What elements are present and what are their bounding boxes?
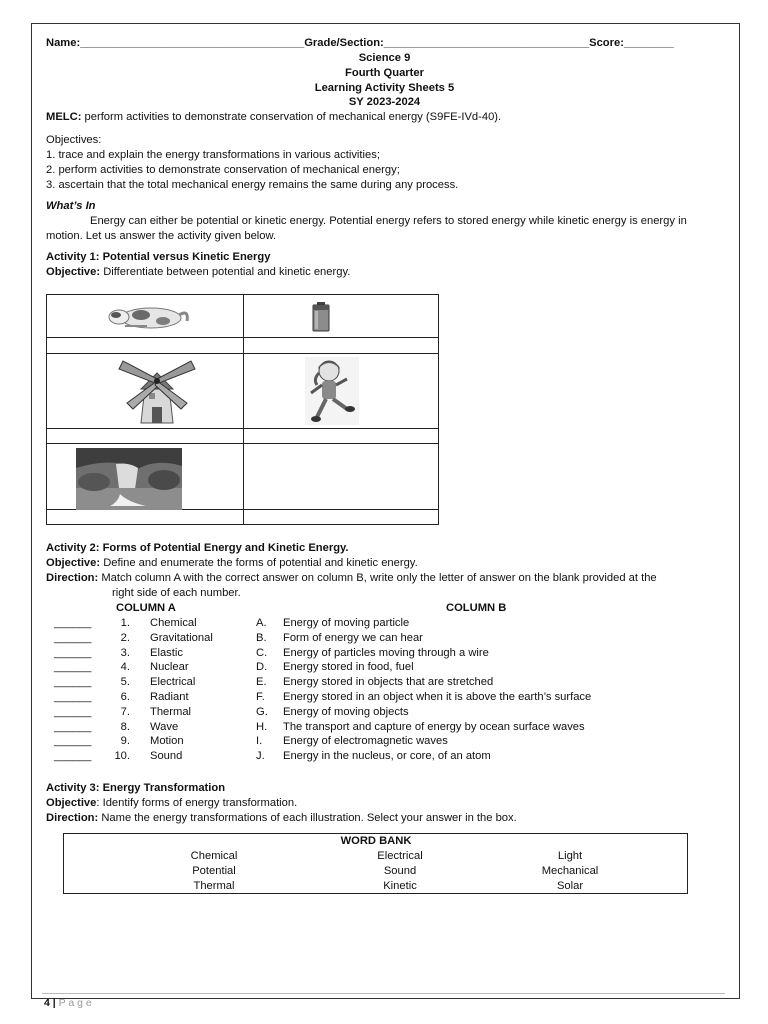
choice-letter: J.: [256, 750, 265, 763]
table-divider: [243, 295, 244, 524]
column-b-description: Energy stored in food, fuel: [283, 661, 414, 674]
direction-text: Match column A with the correct answer on column B, write only the letter of answer on the blank provided at the: [98, 572, 657, 584]
choice-letter: A.: [256, 617, 267, 629]
column-b-description: Energy stored in an object when it is above the earth’s surface: [283, 691, 592, 703]
header-line: [46, 36, 674, 50]
page-word: P a g e: [58, 997, 92, 1009]
whats-in-line2: motion. Let us answer the activity given below.: [46, 230, 277, 242]
item-number: 2.: [120, 631, 130, 644]
waterfall-image: [76, 448, 182, 510]
objective-label: Objective:: [46, 557, 101, 569]
table-divider: [47, 443, 438, 444]
activity3-title: Activity 3: Energy Transformation: [46, 782, 226, 794]
activity1-title: Activity 1: Potential versus Kinetic Energy: [46, 251, 271, 263]
objective-text: Differentiate between potential and kinetic energy.: [100, 266, 351, 278]
word-bank-title: WORD BANK: [340, 835, 412, 847]
column-b-description: Energy stored in objects that are stretched: [283, 676, 494, 689]
quarter-title: Fourth Quarter: [345, 67, 424, 79]
item-number: 7.: [120, 705, 130, 718]
objective-text: : Identify forms of energy transformation.: [96, 797, 298, 809]
column-b-description: The transport and capture of energy by ocean surface waves: [283, 720, 585, 733]
word-bank-word: Kinetic: [383, 880, 417, 892]
activity1-table: [46, 294, 439, 525]
objective-item: 3. ascertain that the total mechanical energy remains the same during any process.: [46, 179, 459, 191]
item-number: 6.: [120, 691, 130, 703]
word-bank: [63, 833, 688, 894]
whats-in-line1: Energy can either be potential or kinetic energy. Potential energy refers to stored energy while kinetic energy is energy in: [90, 215, 687, 227]
footer-rule: [42, 993, 725, 994]
item-number: 5.: [120, 676, 130, 689]
objective-label: Objective: [46, 797, 97, 809]
word-bank-word: Potential: [192, 865, 236, 877]
page-footer: [44, 996, 92, 1010]
item-number: 9.: [120, 735, 130, 748]
name-blank[interactable]: ____________________________________: [80, 37, 305, 49]
column-b-description: Form of energy we can hear: [283, 631, 423, 644]
answer-blank[interactable]: ______: [54, 617, 92, 629]
answer-blank[interactable]: ______: [54, 720, 92, 733]
subject-title: Science 9: [358, 52, 411, 64]
battery-image: [311, 301, 331, 333]
page-number: 4: [44, 997, 50, 1009]
objective-text: Define and enumerate the forms of potential and kinetic energy.: [100, 557, 418, 569]
objectives-heading: Objectives:: [46, 134, 102, 146]
table-divider: [47, 353, 438, 354]
item-number: 8.: [120, 720, 130, 733]
choice-letter: G.: [256, 705, 268, 718]
column-b-description: Energy of moving particle: [283, 617, 410, 629]
item-number: 3.: [120, 646, 130, 659]
school-year: SY 2023-2024: [348, 96, 421, 108]
column-a-term: Thermal: [150, 705, 192, 718]
answer-blank[interactable]: ______: [54, 705, 92, 718]
objective-label: Objective:: [46, 266, 101, 278]
item-number: 1.: [120, 617, 130, 629]
windmill-image: [117, 357, 197, 425]
score-label: Score:: [589, 37, 624, 49]
activity3-direction: [46, 811, 517, 825]
word-bank-word: Solar: [556, 880, 584, 892]
activity2-title: Activity 2: Forms of Potential Energy and Kinetic Energy.: [46, 542, 349, 554]
column-a-term: Chemical: [150, 617, 197, 629]
column-a-header: COLUMN A: [116, 602, 176, 614]
word-bank-word: Sound: [383, 865, 417, 877]
sheet-title: Learning Activity Sheets 5: [314, 82, 455, 94]
column-a-term: Radiant: [150, 691, 189, 703]
footer-separator: |: [52, 997, 56, 1009]
word-bank-word: Chemical: [190, 850, 238, 862]
grade-label: Grade/Section:: [304, 37, 384, 49]
melc-text: perform activities to demonstrate conservation of mechanical energy (S9FE-IVd-40).: [81, 111, 502, 123]
activity1-objective: [46, 265, 350, 279]
answer-blank[interactable]: ______: [54, 750, 92, 763]
choice-letter: I.: [256, 735, 263, 748]
answer-blank[interactable]: ______: [54, 646, 92, 659]
choice-letter: F.: [256, 691, 265, 703]
choice-letter: H.: [256, 720, 268, 733]
whats-in-heading: What’s In: [46, 200, 96, 212]
column-a-term: Elastic: [150, 646, 183, 659]
column-a-term: Nuclear: [150, 661, 189, 674]
answer-blank[interactable]: ______: [54, 735, 92, 748]
running-girl-image: [305, 357, 359, 425]
objective-item: 2. perform activities to demonstrate conservation of mechanical energy;: [46, 164, 400, 176]
choice-letter: D.: [256, 661, 268, 674]
sleeping-dog-image: [105, 301, 191, 331]
choice-letter: B.: [256, 631, 267, 644]
item-number: 4.: [120, 661, 130, 674]
direction-label: Direction:: [46, 812, 99, 824]
answer-blank[interactable]: ______: [54, 661, 92, 674]
table-divider: [47, 337, 438, 338]
column-a-term: Sound: [150, 750, 183, 763]
column-a-term: Electrical: [150, 676, 196, 689]
direction-label: Direction:: [46, 572, 99, 584]
column-a-term: Wave: [150, 720, 179, 733]
name-label: Name:: [46, 37, 81, 49]
answer-blank[interactable]: ______: [54, 691, 92, 703]
column-b-description: Energy of electromagnetic waves: [283, 735, 448, 748]
activity2-objective: [46, 556, 418, 570]
column-b-header: COLUMN B: [446, 602, 507, 614]
word-bank-word: Thermal: [193, 880, 235, 892]
direction-text-cont: right side of each number.: [112, 587, 241, 599]
choice-letter: C.: [256, 646, 268, 659]
word-bank-word: Light: [557, 850, 583, 862]
column-b-description: Energy of particles moving through a wire: [283, 646, 489, 659]
melc: [46, 110, 501, 124]
table-divider: [47, 428, 438, 429]
column-b-description: Energy of moving objects: [283, 705, 409, 718]
item-number: 10.: [114, 750, 130, 763]
objective-item: 1. trace and explain the energy transformations in various activities;: [46, 149, 380, 161]
choice-letter: E.: [256, 676, 267, 689]
melc-label: MELC:: [46, 111, 82, 123]
score-blank[interactable]: ________: [623, 37, 674, 49]
direction-text: Name the energy transformations of each illustration. Select your answer in the box.: [98, 812, 517, 824]
answer-blank[interactable]: ______: [54, 676, 92, 689]
activity2-direction: [46, 571, 657, 585]
column-a-term: Motion: [150, 735, 184, 748]
word-bank-word: Electrical: [377, 850, 423, 862]
grade-blank[interactable]: _________________________________: [383, 37, 590, 49]
answer-blank[interactable]: ______: [54, 631, 92, 644]
column-a-term: Gravitational: [150, 631, 213, 644]
word-bank-word: Mechanical: [541, 865, 599, 877]
activity3-objective: [46, 796, 297, 810]
column-b-description: Energy in the nucleus, or core, of an atom: [283, 750, 491, 763]
